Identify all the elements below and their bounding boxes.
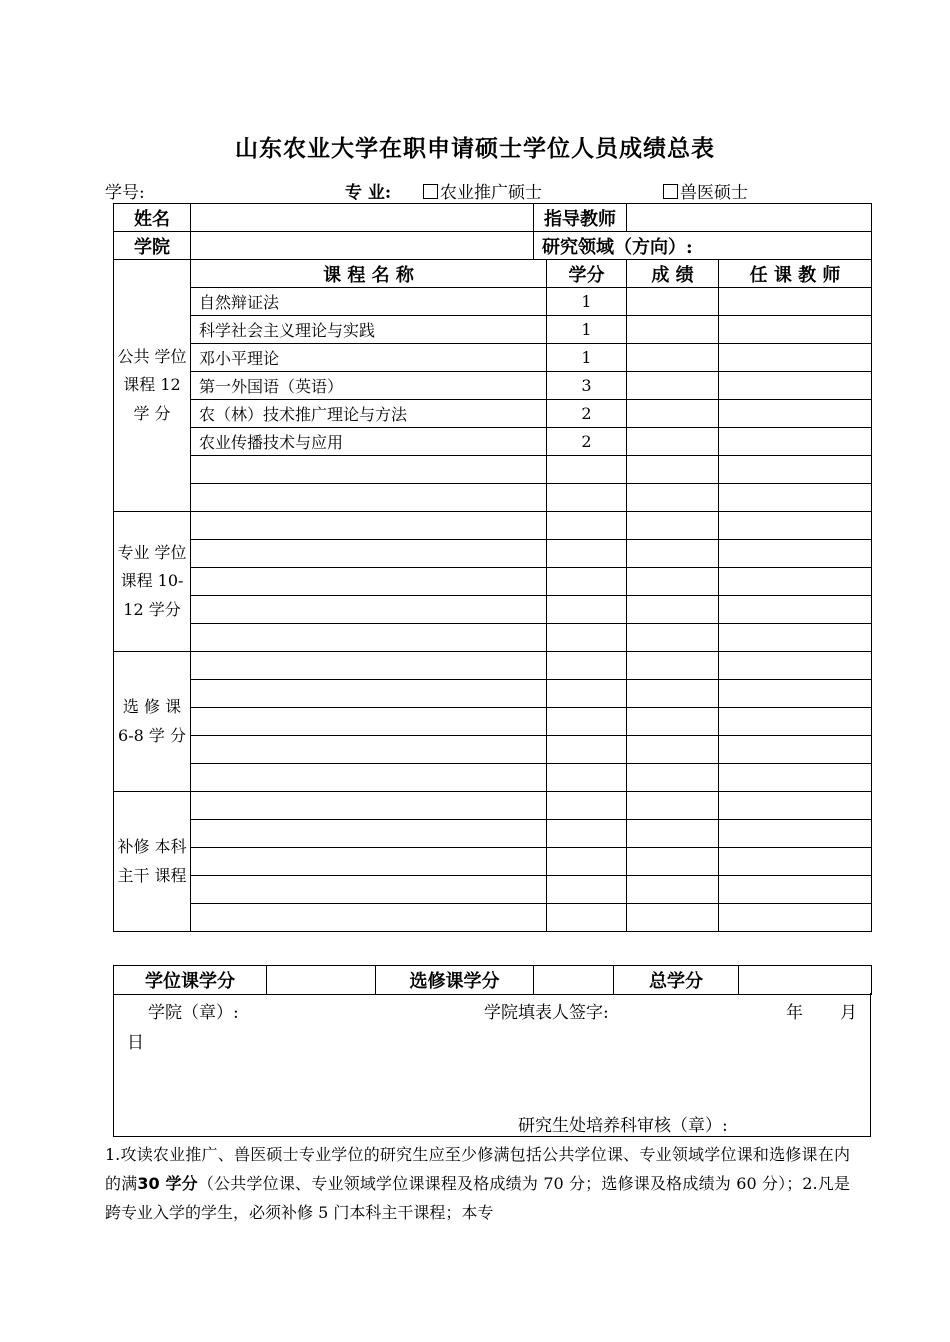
score-cell[interactable] bbox=[627, 316, 719, 344]
course-name[interactable] bbox=[191, 736, 547, 764]
table-row bbox=[114, 400, 872, 428]
table-row bbox=[114, 540, 872, 568]
score-cell[interactable] bbox=[627, 428, 719, 456]
score-cell[interactable] bbox=[627, 288, 719, 316]
teacher-cell[interactable] bbox=[719, 568, 872, 596]
course-name[interactable] bbox=[191, 596, 547, 624]
teacher-cell[interactable] bbox=[719, 540, 872, 568]
elective-credits-label: 选修课学分 bbox=[376, 966, 534, 995]
score-cell[interactable] bbox=[627, 792, 719, 820]
score-cell[interactable] bbox=[627, 680, 719, 708]
credits-summary bbox=[113, 965, 872, 995]
filler-sign-label: 学院填表人签字: bbox=[484, 1003, 609, 1023]
teacher-cell[interactable] bbox=[719, 876, 872, 904]
table-row bbox=[114, 456, 872, 484]
score-cell[interactable] bbox=[627, 568, 719, 596]
option-agri[interactable]: 农业推广硕士 bbox=[423, 178, 542, 203]
teacher-cell[interactable] bbox=[719, 736, 872, 764]
teacher-cell[interactable] bbox=[719, 456, 872, 484]
course-name[interactable] bbox=[191, 652, 547, 680]
table-row bbox=[114, 708, 872, 736]
teacher-cell[interactable] bbox=[719, 596, 872, 624]
table-row bbox=[114, 680, 872, 708]
score-cell[interactable] bbox=[627, 372, 719, 400]
course-credits[interactable] bbox=[547, 708, 627, 736]
course-credits: 2 bbox=[547, 428, 627, 456]
grade-table bbox=[113, 203, 872, 932]
month-label: 月 bbox=[840, 1003, 857, 1023]
header-course-name: 课 程 名 称 bbox=[191, 260, 547, 288]
course-name[interactable] bbox=[191, 764, 547, 792]
course-credits[interactable] bbox=[547, 652, 627, 680]
college-label: 学院 bbox=[114, 232, 191, 260]
table-row bbox=[114, 428, 872, 456]
table-row bbox=[114, 736, 872, 764]
table-row bbox=[114, 288, 872, 316]
table-row bbox=[114, 372, 872, 400]
student-id-label: 学号: bbox=[105, 183, 145, 203]
score-cell[interactable] bbox=[627, 904, 719, 932]
score-cell[interactable] bbox=[627, 736, 719, 764]
group-remedial: 补修 本科 主干 课程 bbox=[114, 792, 191, 932]
checkbox-vet[interactable] bbox=[663, 184, 678, 199]
teacher-cell[interactable] bbox=[719, 484, 872, 512]
course-name[interactable] bbox=[191, 680, 547, 708]
advisor-value[interactable] bbox=[627, 204, 872, 232]
teacher-cell[interactable] bbox=[719, 764, 872, 792]
table-row bbox=[114, 344, 872, 372]
group-public: 公共 学位 课程 12 学 分 bbox=[114, 260, 191, 512]
course-credits[interactable] bbox=[547, 456, 627, 484]
teacher-cell[interactable] bbox=[719, 624, 872, 652]
course-name[interactable] bbox=[191, 540, 547, 568]
course-credits[interactable] bbox=[547, 512, 627, 540]
meta-row bbox=[105, 178, 875, 202]
header-teacher: 任 课 教 师 bbox=[719, 260, 872, 288]
teacher-cell[interactable] bbox=[719, 820, 872, 848]
course-name[interactable] bbox=[191, 820, 547, 848]
total-credits-label: 总学分 bbox=[614, 966, 739, 995]
name-value[interactable] bbox=[191, 204, 534, 232]
teacher-cell[interactable] bbox=[719, 652, 872, 680]
course-credits[interactable] bbox=[547, 764, 627, 792]
option-vet[interactable]: 兽医硕士 bbox=[663, 178, 748, 203]
header-credits: 学分 bbox=[547, 260, 627, 288]
course-name: 农（林）技术推广理论与方法 bbox=[191, 400, 547, 428]
course-name: 科学社会主义理论与实践 bbox=[191, 316, 547, 344]
table-row bbox=[114, 652, 872, 680]
course-credits[interactable] bbox=[547, 596, 627, 624]
course-credits[interactable] bbox=[547, 568, 627, 596]
course-credits: 2 bbox=[547, 400, 627, 428]
score-cell[interactable] bbox=[627, 848, 719, 876]
course-name[interactable] bbox=[191, 708, 547, 736]
table-row bbox=[114, 848, 872, 876]
course-credits: 1 bbox=[547, 344, 627, 372]
score-cell[interactable] bbox=[627, 512, 719, 540]
group-elective: 选 修 课 6-8 学 分 bbox=[114, 652, 191, 792]
checkbox-agri[interactable] bbox=[423, 184, 438, 199]
course-credits[interactable] bbox=[547, 876, 627, 904]
signature-area bbox=[113, 993, 871, 1137]
teacher-cell[interactable] bbox=[719, 400, 872, 428]
score-cell[interactable] bbox=[627, 596, 719, 624]
page-title: 山东农业大学在职申请硕士学位人员成绩总表 bbox=[235, 135, 715, 162]
teacher-cell[interactable] bbox=[719, 512, 872, 540]
degree-credits-value[interactable] bbox=[267, 966, 376, 995]
table-row bbox=[114, 876, 872, 904]
course-credits[interactable] bbox=[547, 624, 627, 652]
course-credits[interactable] bbox=[547, 540, 627, 568]
teacher-cell[interactable] bbox=[719, 680, 872, 708]
table-row bbox=[114, 568, 872, 596]
course-credits[interactable] bbox=[547, 484, 627, 512]
course-credits[interactable] bbox=[547, 680, 627, 708]
notes bbox=[105, 1140, 850, 1227]
notes-credits-bold: 30 学分 bbox=[137, 1174, 198, 1193]
score-cell[interactable] bbox=[627, 764, 719, 792]
teacher-cell[interactable] bbox=[719, 708, 872, 736]
table-row bbox=[114, 484, 872, 512]
score-cell[interactable] bbox=[627, 876, 719, 904]
college-seal-label: 学院（章）: bbox=[148, 1003, 239, 1023]
teacher-cell[interactable] bbox=[719, 288, 872, 316]
course-name: 农业传播技术与应用 bbox=[191, 428, 547, 456]
course-name[interactable] bbox=[191, 512, 547, 540]
teacher-cell[interactable] bbox=[719, 848, 872, 876]
day-label: 日 bbox=[127, 1033, 144, 1053]
score-cell[interactable] bbox=[627, 708, 719, 736]
score-cell[interactable] bbox=[627, 820, 719, 848]
teacher-cell[interactable] bbox=[719, 316, 872, 344]
course-credits: 1 bbox=[547, 288, 627, 316]
course-credits: 3 bbox=[547, 372, 627, 400]
course-credits[interactable] bbox=[547, 736, 627, 764]
score-cell[interactable] bbox=[627, 652, 719, 680]
table-row bbox=[114, 792, 872, 820]
total-credits-value[interactable] bbox=[739, 966, 872, 995]
year-label: 年 bbox=[786, 1003, 803, 1023]
advisor-label: 指导教师 bbox=[534, 204, 627, 232]
table-row bbox=[114, 624, 872, 652]
course-name[interactable] bbox=[191, 568, 547, 596]
table-row bbox=[114, 512, 872, 540]
graduate-office-label: 研究生处培养科审核（章）: bbox=[518, 1116, 728, 1136]
field-label[interactable]: 研究领域（方向）: bbox=[534, 232, 872, 260]
notes-text-1: 1.攻读农业推广、兽医硕士专业学位的研究生应至少修满包括公共学位课、专业领域学位课和选修课在内的满 bbox=[105, 1145, 850, 1193]
table-row bbox=[114, 820, 872, 848]
name-label: 姓名 bbox=[114, 204, 191, 232]
score-cell[interactable] bbox=[627, 400, 719, 428]
teacher-cell[interactable] bbox=[719, 428, 872, 456]
header-score: 成 绩 bbox=[627, 260, 719, 288]
score-cell[interactable] bbox=[627, 344, 719, 372]
score-cell[interactable] bbox=[627, 456, 719, 484]
course-name[interactable] bbox=[191, 876, 547, 904]
teacher-cell[interactable] bbox=[719, 344, 872, 372]
course-name[interactable] bbox=[191, 456, 547, 484]
group-major: 专业 学位 课程 10-12 学分 bbox=[114, 512, 191, 652]
course-name[interactable] bbox=[191, 792, 547, 820]
course-credits[interactable] bbox=[547, 792, 627, 820]
course-credits[interactable] bbox=[547, 848, 627, 876]
course-name: 第一外国语（英语） bbox=[191, 372, 547, 400]
course-name: 邓小平理论 bbox=[191, 344, 547, 372]
score-cell[interactable] bbox=[627, 540, 719, 568]
degree-credits-label: 学位课学分 bbox=[114, 966, 267, 995]
notes-text-2: （公共学位课、专业领域学位课课程及格成绩为 70 分；选修课及格成绩为 60 分）；2.凡是跨专业入学的学生，必须补修 5 门本科主干课程；本专 bbox=[105, 1174, 850, 1222]
table-row bbox=[114, 596, 872, 624]
table-row bbox=[114, 764, 872, 792]
score-cell[interactable] bbox=[627, 484, 719, 512]
score-cell[interactable] bbox=[627, 624, 719, 652]
course-name[interactable] bbox=[191, 624, 547, 652]
teacher-cell[interactable] bbox=[719, 904, 872, 932]
course-name: 自然辩证法 bbox=[191, 288, 547, 316]
table-row bbox=[114, 904, 872, 932]
college-value[interactable] bbox=[191, 232, 534, 260]
course-name[interactable] bbox=[191, 484, 547, 512]
course-name[interactable] bbox=[191, 848, 547, 876]
course-credits[interactable] bbox=[547, 820, 627, 848]
course-name[interactable] bbox=[191, 904, 547, 932]
table-row bbox=[114, 316, 872, 344]
course-credits: 1 bbox=[547, 316, 627, 344]
elective-credits-value[interactable] bbox=[534, 966, 614, 995]
course-credits[interactable] bbox=[547, 904, 627, 932]
major-label: 专 业: bbox=[345, 183, 392, 203]
teacher-cell[interactable] bbox=[719, 372, 872, 400]
teacher-cell[interactable] bbox=[719, 792, 872, 820]
